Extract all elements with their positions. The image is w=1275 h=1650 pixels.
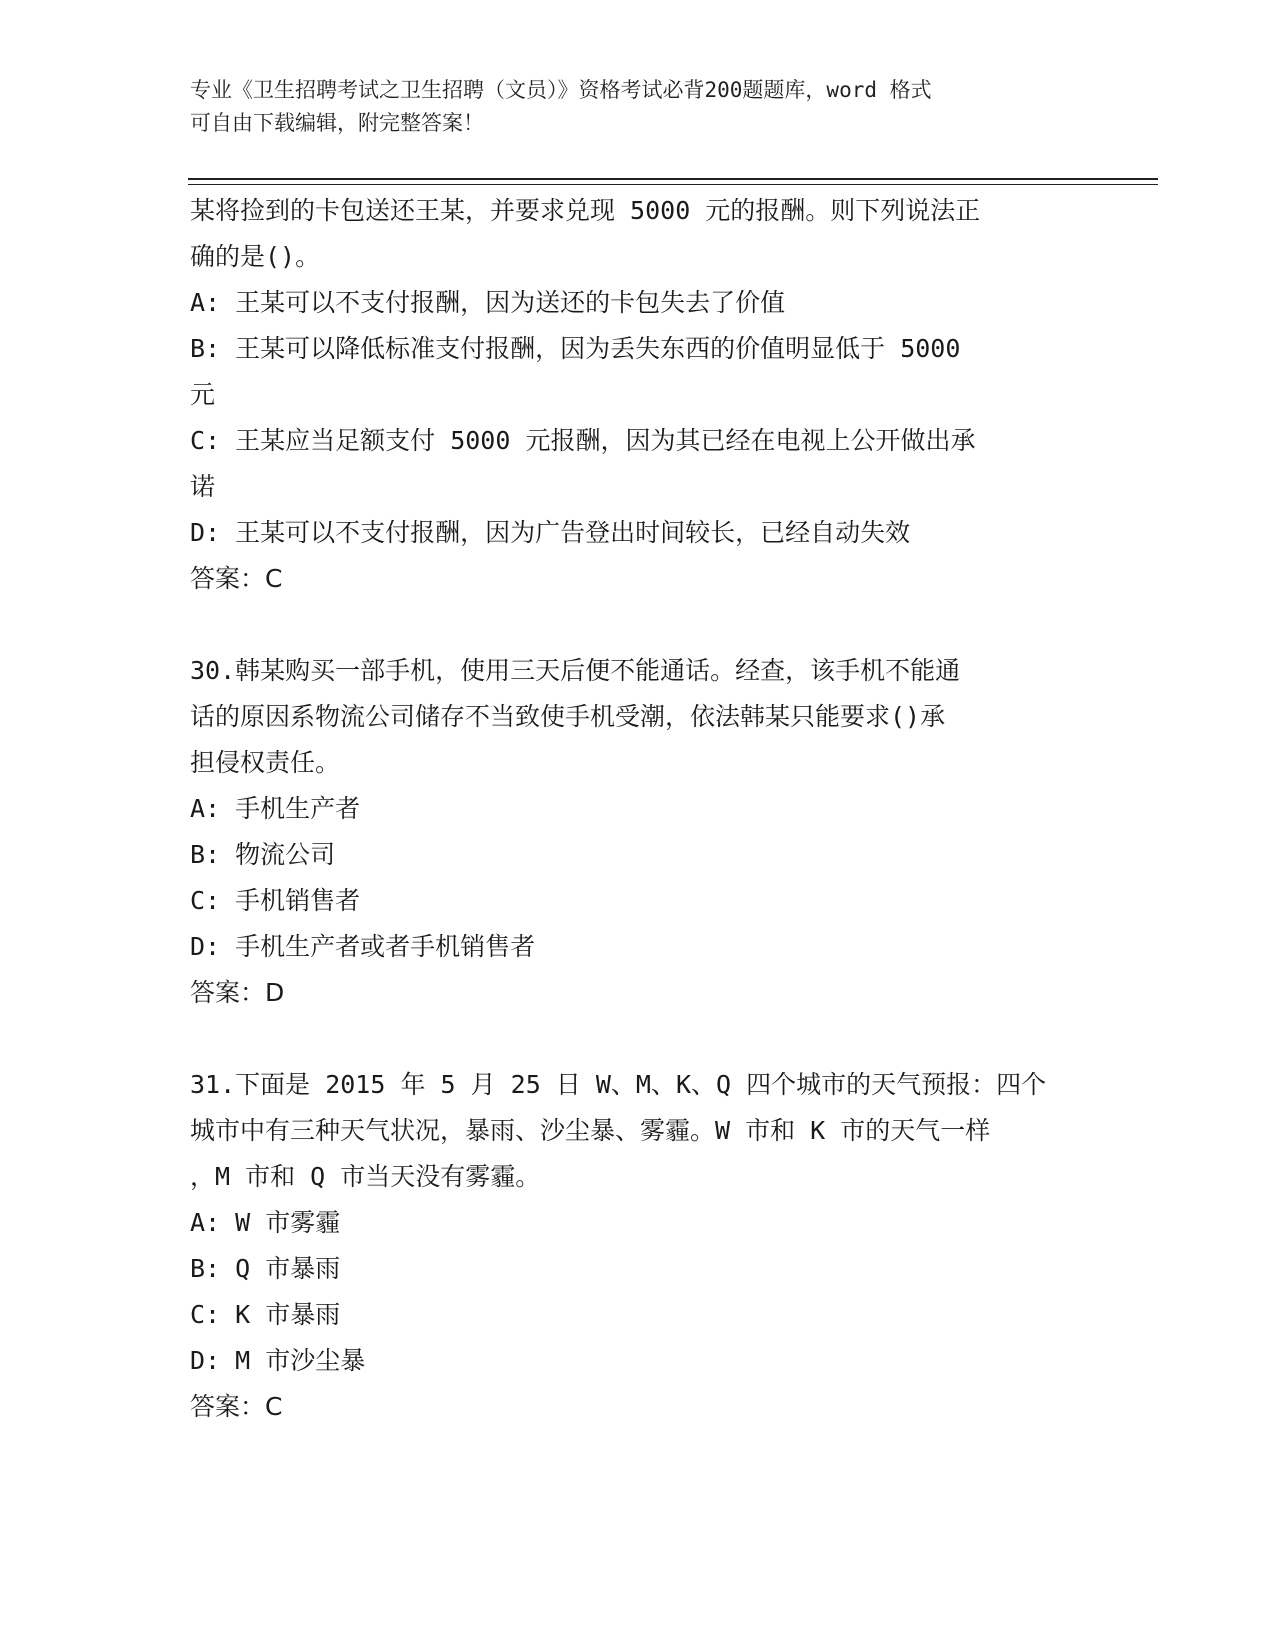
option-d: D: 王某可以不支付报酬，因为广告登出时间较长，已经自动失效 — [190, 518, 911, 547]
option-b-continued: 元 — [190, 380, 216, 409]
question-stem-line: 城市中有三种天气状况，暴雨、沙尘暴、雾霾。W 市和 K 市的天气一样 — [190, 1116, 991, 1145]
question-spacer — [190, 1016, 1090, 1062]
option-c: C: K 市暴雨 — [190, 1300, 341, 1329]
question-content — [190, 188, 1090, 1430]
option-b: B: 王某可以降低标准支付报酬，因为丢失东西的价值明显低于 5000 — [190, 334, 961, 363]
option-c-continued: 诺 — [190, 472, 216, 501]
question-31 — [190, 1062, 1090, 1430]
question-stem-line: 确的是()。 — [190, 242, 321, 271]
option-c: C: 手机销售者 — [190, 886, 361, 915]
option-b: B: 物流公司 — [190, 840, 336, 869]
question-stem-line: 话的原因系物流公司储存不当致使手机受潮，依法韩某只能要求()承 — [190, 702, 946, 731]
option-a: A: 手机生产者 — [190, 794, 361, 823]
option-a: A: W 市雾霾 — [190, 1208, 341, 1237]
answer-label: 答案：D — [190, 978, 285, 1007]
header-rule-thick — [188, 178, 1158, 180]
answer-label: 答案：C — [190, 1392, 283, 1421]
question-stem-line: 30.韩某购买一部手机，使用三天后便不能通话。经查，该手机不能通 — [190, 656, 961, 685]
option-d: D: M 市沙尘暴 — [190, 1346, 366, 1375]
option-b: B: Q 市暴雨 — [190, 1254, 341, 1283]
question-stem-line: 31.下面是 2015 年 5 月 25 日 W、M、K、Q 四个城市的天气预报：四个 — [190, 1070, 1047, 1099]
option-a: A: 王某可以不支付报酬，因为送还的卡包失去了价值 — [190, 288, 786, 317]
header-rule-thin — [188, 184, 1158, 185]
answer-label: 答案：C — [190, 564, 283, 593]
question-29 — [190, 188, 1090, 602]
document-header — [190, 74, 1090, 140]
header-line-2: 可自由下载编辑，附完整答案！ — [190, 111, 484, 135]
question-spacer — [190, 602, 1090, 648]
question-stem-line: 担侵权责任。 — [190, 748, 341, 777]
question-30 — [190, 648, 1090, 1016]
header-line-1: 专业《卫生招聘考试之卫生招聘（文员）》资格考试必背200题题库，word 格式 — [190, 78, 932, 102]
question-stem-line: ，M 市和 Q 市当天没有雾霾。 — [190, 1162, 541, 1191]
option-c: C: 王某应当足额支付 5000 元报酬，因为其已经在电视上公开做出承 — [190, 426, 976, 455]
question-stem-line: 某将捡到的卡包送还王某，并要求兑现 5000 元的报酬。则下列说法正 — [190, 196, 981, 225]
option-d: D: 手机生产者或者手机销售者 — [190, 932, 536, 961]
